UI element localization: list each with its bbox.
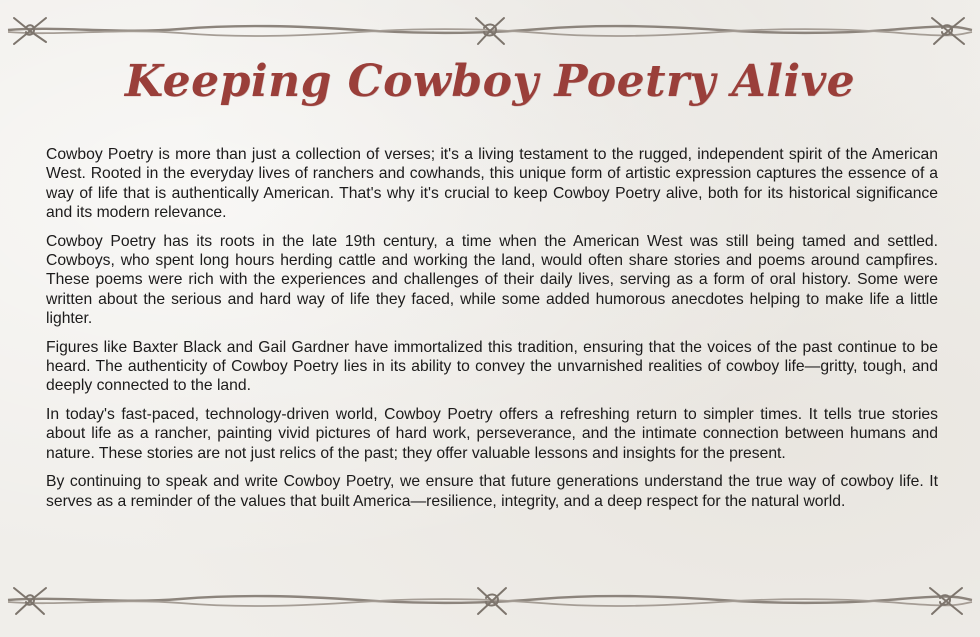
paragraph-4: In today's fast-paced, technology-driven world, Cowboy Poetry offers a refreshing return to simpler times. It tells true stories about life as a rancher, painting vivid pictures of hard work, perseverance, and the intimate connection between humans and nature. These stories are not just relics of the past; they offer valuable lessons and insights for the present. (46, 405, 938, 462)
barbed-wire-top (0, 6, 980, 50)
paragraph-1: Cowboy Poetry is more than just a collection of verses; it's a living testament to the rugged, independent spirit of the American West. Rooted in the everyday lives of ranchers and cowhands, this unique form of artistic expression captures the essence of a way of life that is authentically American. That's why it's crucial to keep Cowboy Poetry alive, both for its historical significance and its modern relevance. (46, 146, 938, 222)
paragraph-2: Cowboy Poetry has its roots in the late 19th century, a time when the American West was still being tamed and settled. Cowboys, who spent long hours herding cattle and working the land, would often share stories and poems around campfires. These poems were rich with the experiences and challenges of their daily lives, serving as a form of oral history. Some were written about the serious and hard way of life they faced, while some added humorous anecdotes helping to make life a little lighter. (46, 232, 938, 328)
article-body (46, 145, 938, 520)
paragraph-3: Figures like Baxter Black and Gail Gardner have immortalized this tradition, ensuring that the voices of the past continue to be heard. The authenticity of Cowboy Poetry lies in its ability to convey the unvarnished realities of cowboy life—gritty, tough, and deeply connected to the land. (46, 338, 938, 395)
paragraph-5: By continuing to speak and write Cowboy Poetry, we ensure that future generations understand the true way of cowboy life. It serves as a reminder of the values that built America—resilience, integrity, and a deep respect for the natural world. (46, 473, 938, 510)
barbed-wire-bottom (0, 578, 980, 622)
page-title: Keeping Cowboy Poetry Alive (124, 56, 856, 107)
